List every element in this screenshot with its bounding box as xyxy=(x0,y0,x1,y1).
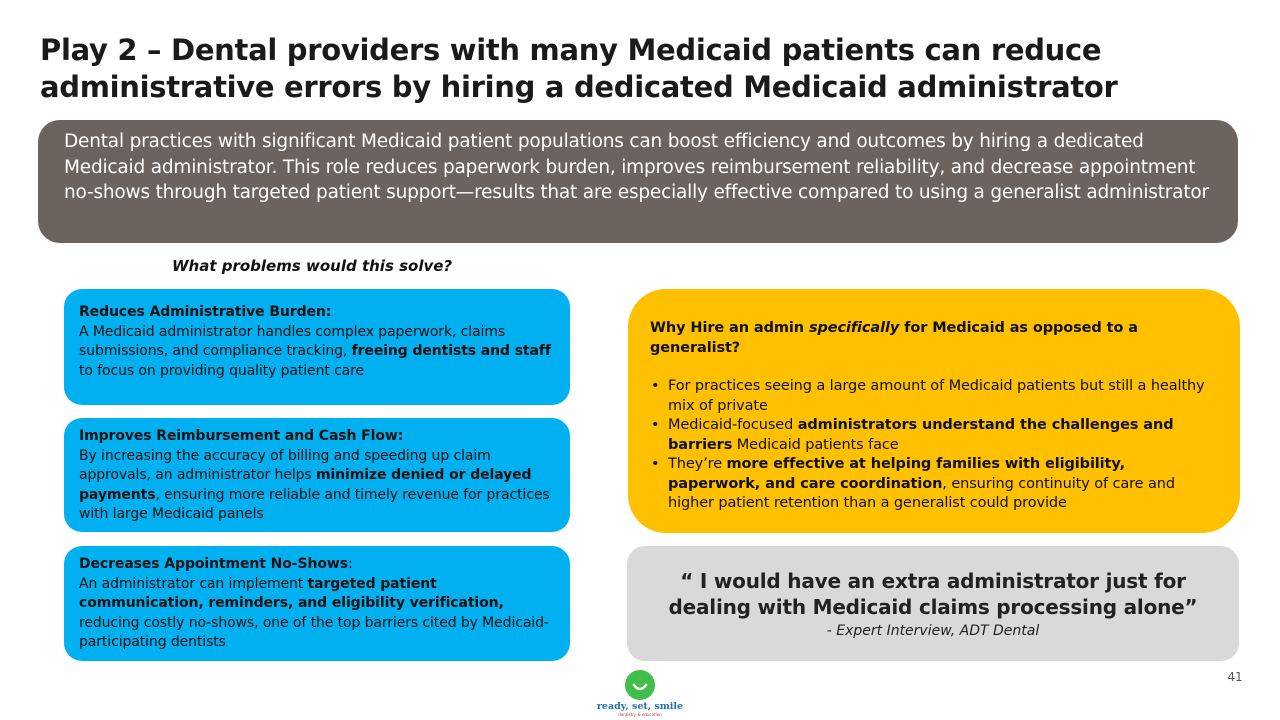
why-hire-bullet: • For practices seeing a large amount of Medicaid patients but still a healthy mix of private xyxy=(650,377,1218,416)
expert-quote-panel xyxy=(627,546,1239,661)
why-hire-heading: Why Hire an admin specifically for Medicaid as opposed to a generalist? xyxy=(650,320,1138,356)
summary-text: Dental practices with significant Medicaid patient populations can boost efficiency and outcomes by hiring a dedicated Medicaid administrator. This role reduces paperwork burden, improves reimbursement reliability, and decrease appointment no-shows through targeted patient support—results that are especially effective compared to using a generalist administrator xyxy=(64,131,1209,203)
why-hire-panel xyxy=(628,289,1240,533)
problem-card-no-shows xyxy=(64,546,570,661)
problems-heading: What problems would this solve? xyxy=(172,257,453,275)
page-title-line-2: administrative errors by hiring a dedicated Medicaid administrator xyxy=(40,70,1118,104)
summary-banner xyxy=(38,120,1238,243)
problem-card-text: By increasing the accuracy of billing and speeding up claim approvals, an administrator helps minimize denied or delayed payments, ensuring more reliable and timely revenue for practices with large Medicaid panels xyxy=(79,447,550,522)
smile-icon xyxy=(625,670,655,700)
expert-quote-text: “ I would have an extra administrator just for dealing with Medicaid claims processing alone” xyxy=(668,569,1198,619)
expert-quote-source: - Expert Interview, ADT Dental xyxy=(826,623,1040,639)
problem-card-text: An administrator can implement targeted patient communication, reminders, and eligibility verification, reducing costly no-shows, one of the top barriers cited by Medicaid-participating dentists xyxy=(79,575,549,650)
problem-card-text: A Medicaid administrator handles complex paperwork, claims submissions, and compliance tracking, freeing dentists and staff to focus on providing quality patient care xyxy=(79,323,551,379)
problem-card-emphasis: freeing dentists and staff xyxy=(351,343,551,359)
why-hire-bullet: • They’re more effective at helping families with eligibility, paperwork, and care coordination, ensuring continuity of care and higher patient retention than a generalist could provide xyxy=(650,455,1218,514)
problem-card-administrative-burden xyxy=(64,289,570,405)
problem-card-title: Decreases Appointment No-Shows: xyxy=(79,556,353,572)
problem-card-reimbursement xyxy=(64,418,570,532)
page-title-line-1: Play 2 – Dental providers with many Medicaid patients can reduce xyxy=(40,33,1102,67)
problem-card-emphasis: targeted patient communication, reminders, and eligibility verification, xyxy=(79,575,504,611)
logo-tagline: dentistry & education xyxy=(618,712,662,717)
why-hire-bullet: • Medicaid-focused administrators understand the challenges and barriers Medicaid patients face xyxy=(650,416,1218,455)
problem-card-emphasis: minimize denied or delayed payments xyxy=(79,467,532,503)
why-hire-list xyxy=(650,377,1218,514)
logo-wordmark: ready, set, smile xyxy=(596,701,684,712)
problem-card-title: Improves Reimbursement and Cash Flow: xyxy=(79,428,404,444)
problem-card-title: Reduces Administrative Burden: xyxy=(79,304,332,320)
ready-set-smile-logo xyxy=(590,667,690,719)
page-title xyxy=(40,32,1240,106)
page-number: 41 xyxy=(1227,670,1243,684)
